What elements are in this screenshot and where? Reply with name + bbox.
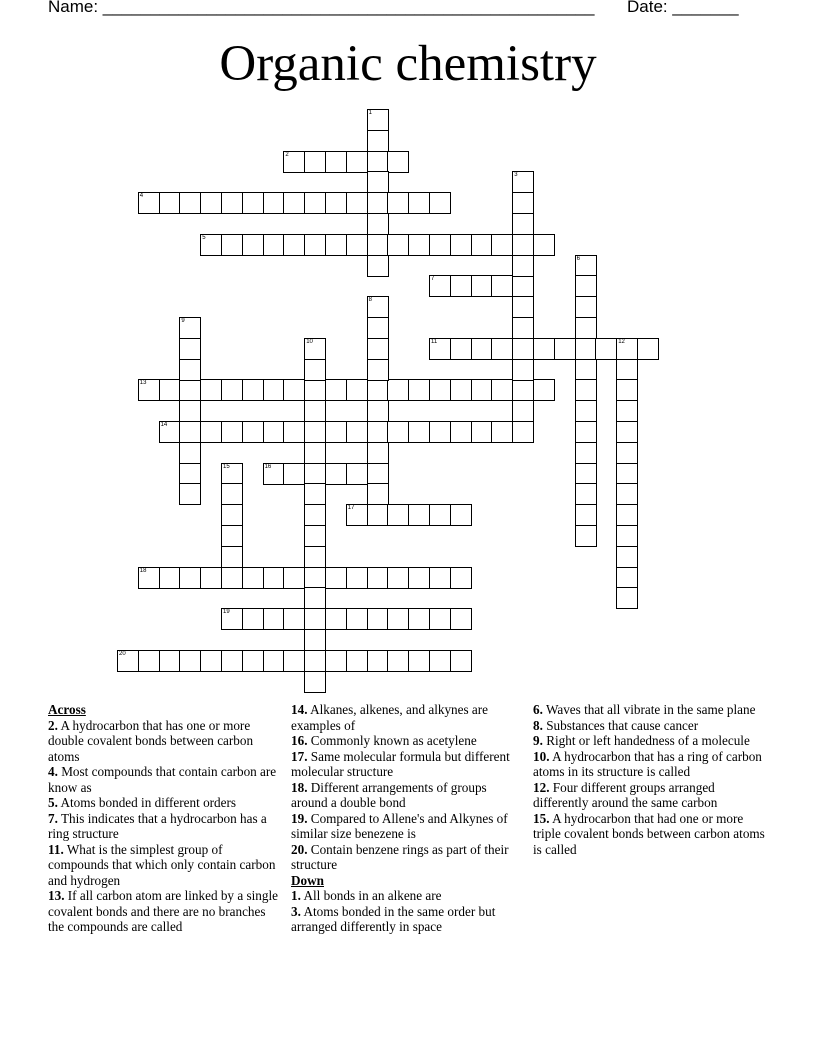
crossword-cell[interactable] [283, 192, 305, 214]
crossword-cell[interactable] [616, 567, 638, 589]
cell-number: 4 [139, 193, 144, 200]
crossword-cell[interactable] [325, 608, 347, 630]
crossword-cell[interactable] [450, 421, 472, 443]
crossword-cell[interactable] [408, 608, 430, 630]
crossword-cell[interactable] [367, 400, 389, 422]
clue-across-11: 11. What is the simplest group of compounds that which only contain carbon and hydrogen [48, 841, 276, 888]
crossword-cell[interactable] [616, 338, 638, 360]
clue-across-19: 19. Compared to Allene's and Alkynes of similar size benezene is [291, 810, 508, 841]
crossword-cell[interactable] [263, 650, 285, 672]
crossword-cell[interactable] [159, 650, 181, 672]
cell-number: 15 [223, 463, 230, 470]
crossword-cell[interactable] [575, 483, 597, 505]
crossword-cell[interactable] [616, 525, 638, 547]
clue-across-2: 2. A hydrocarbon that has one or more double covalent bonds between carbon atoms [48, 717, 254, 764]
crossword-cell[interactable] [387, 650, 409, 672]
crossword-cell[interactable] [367, 296, 389, 318]
crossword-cell[interactable] [616, 400, 638, 422]
crossword-cell[interactable] [283, 421, 305, 443]
crossword-cell[interactable] [263, 463, 285, 485]
crossword-cell[interactable] [429, 421, 451, 443]
clue-across-16: 16. Commonly known as acetylene [291, 733, 477, 748]
crossword-cell[interactable] [346, 151, 368, 173]
crossword-cell[interactable] [367, 483, 389, 505]
clue-across-17: 17. Same molecular formula but different molecular structure [291, 748, 510, 779]
crossword-cell[interactable] [408, 504, 430, 526]
crossword-cell[interactable] [221, 379, 243, 401]
crossword-cell[interactable] [283, 608, 305, 630]
crossword-cell[interactable] [408, 650, 430, 672]
crossword-cell[interactable] [616, 504, 638, 526]
crossword-cell[interactable] [429, 567, 451, 589]
crossword-cell[interactable] [263, 234, 285, 256]
cell-number: 19 [223, 609, 230, 616]
cell-number: 9 [181, 318, 185, 324]
crossword-cell[interactable] [491, 421, 513, 443]
crossword-cell[interactable] [263, 608, 285, 630]
crossword-cell[interactable] [304, 483, 326, 505]
crossword-cell[interactable] [533, 379, 555, 401]
crossword-cell[interactable] [263, 192, 285, 214]
crossword-cell[interactable] [450, 608, 472, 630]
crossword-cell[interactable] [575, 400, 597, 422]
crossword-cell[interactable] [221, 504, 243, 526]
crossword-cell[interactable] [575, 359, 597, 381]
crossword-cell[interactable] [512, 400, 534, 422]
crossword-cell[interactable] [367, 567, 389, 589]
crossword-cell[interactable] [138, 379, 160, 401]
crossword-cell[interactable] [595, 338, 617, 360]
crossword-cell[interactable] [179, 442, 201, 464]
clue-down-1: 1. All bonds in an alkene are [291, 888, 442, 903]
crossword-cell[interactable] [325, 650, 347, 672]
crossword-cell[interactable] [387, 192, 409, 214]
crossword-cell[interactable] [429, 338, 451, 360]
crossword-cell[interactable] [512, 234, 534, 256]
cell-number: 12 [618, 338, 625, 345]
crossword-cell[interactable] [138, 567, 160, 589]
crossword-cell[interactable] [367, 608, 389, 630]
crossword-cell[interactable] [221, 483, 243, 505]
crossword-cell[interactable] [367, 317, 389, 339]
crossword-cell[interactable] [367, 130, 389, 152]
crossword-cell[interactable] [221, 608, 243, 630]
crossword-cell[interactable] [616, 442, 638, 464]
crossword-cell[interactable] [283, 567, 305, 589]
crossword-cell[interactable] [512, 192, 534, 214]
crossword-cell[interactable] [387, 421, 409, 443]
crossword-cell[interactable] [221, 546, 243, 568]
clues-column-2 [291, 702, 523, 935]
clue-across-13: 13. If all carbon atom are linked by a single covalent bonds and there are no branches the compounds are called [48, 888, 278, 934]
cell-number: 16 [264, 463, 272, 470]
crossword-cell[interactable] [367, 359, 389, 381]
crossword-cell[interactable] [554, 338, 576, 360]
cell-number: 11 [431, 338, 438, 345]
crossword-cell[interactable] [283, 650, 305, 672]
crossword-cell[interactable] [367, 192, 389, 214]
crossword-cell[interactable] [179, 192, 201, 214]
crossword-cell[interactable] [304, 587, 326, 609]
crossword-cell[interactable] [179, 463, 201, 485]
crossword-cell[interactable] [346, 650, 368, 672]
crossword-cell[interactable] [346, 463, 368, 485]
clue-down-6: 6. Waves that all vibrate in the same plane [533, 702, 756, 717]
crossword-cell[interactable] [200, 567, 222, 589]
crossword-cell[interactable] [242, 608, 264, 630]
crossword-cell[interactable] [200, 650, 222, 672]
cell-number: 20 [119, 650, 126, 657]
crossword-cell[interactable] [221, 234, 243, 256]
crossword-cell[interactable] [512, 171, 534, 193]
crossword-cell[interactable] [450, 338, 472, 360]
crossword-cell[interactable] [242, 379, 264, 401]
crossword-cell[interactable] [450, 275, 472, 297]
crossword-cell[interactable] [304, 463, 326, 485]
cell-number: 3 [514, 172, 518, 179]
crossword-cell[interactable] [159, 421, 181, 443]
crossword-cell[interactable] [283, 234, 305, 256]
crossword-cell[interactable] [221, 567, 243, 589]
cell-number: 2 [285, 151, 289, 158]
crossword-cell[interactable] [346, 421, 368, 443]
clue-down-12: 12. Four different groups arranged differently around the same carbon [533, 779, 718, 810]
crossword-cell[interactable] [512, 255, 534, 277]
crossword-cell[interactable] [616, 483, 638, 505]
crossword-cell[interactable] [200, 234, 222, 256]
crossword-cell[interactable] [346, 379, 368, 401]
clue-across-20: 20. Contain benzene rings as part of their structure [291, 841, 509, 872]
crossword-cell[interactable] [242, 192, 264, 214]
crossword-cell[interactable] [367, 151, 389, 173]
crossword-cell[interactable] [387, 234, 409, 256]
crossword-cell[interactable] [304, 650, 326, 672]
clue-down-10: 10. A hydrocarbon that has a ring of carbon atoms in its structure is called [533, 748, 762, 779]
crossword-cell[interactable] [367, 650, 389, 672]
crossword-cell[interactable] [408, 567, 430, 589]
crossword-cell[interactable] [367, 338, 389, 360]
crossword-cell[interactable] [283, 379, 305, 401]
cell-number: 7 [431, 276, 435, 283]
crossword-cell[interactable] [367, 213, 389, 235]
crossword-cell[interactable] [367, 421, 389, 443]
crossword-cell[interactable] [450, 650, 472, 672]
crossword-cell[interactable] [471, 234, 493, 256]
crossword-cell[interactable] [616, 359, 638, 381]
crossword-cell[interactable] [221, 463, 243, 485]
clue-down-9: 9. Right or left handedness of a molecule [533, 733, 750, 748]
crossword-cell[interactable] [304, 629, 326, 651]
crossword-cell[interactable] [471, 421, 493, 443]
crossword-cell[interactable] [325, 192, 347, 214]
crossword-cell[interactable] [346, 567, 368, 589]
crossword-cell[interactable] [263, 421, 285, 443]
crossword-cell[interactable] [616, 421, 638, 443]
crossword-cell[interactable] [367, 442, 389, 464]
crossword-cell[interactable] [408, 192, 430, 214]
crossword-cell[interactable] [221, 650, 243, 672]
crossword-cell[interactable] [304, 338, 326, 360]
crossword-cell[interactable] [367, 504, 389, 526]
crossword-cell[interactable] [304, 567, 326, 589]
crossword-cell[interactable] [575, 296, 597, 318]
crossword-cell[interactable] [387, 379, 409, 401]
crossword-cell[interactable] [242, 421, 264, 443]
across-heading: Across [48, 702, 86, 717]
crossword-cell[interactable] [242, 650, 264, 672]
crossword-cell[interactable] [491, 379, 513, 401]
crossword-cell[interactable] [575, 379, 597, 401]
crossword-cell[interactable] [429, 234, 451, 256]
crossword-cell[interactable] [304, 504, 326, 526]
clue-across-5: 5. Atoms bonded in different orders [48, 795, 237, 810]
crossword-cell[interactable] [179, 650, 201, 672]
crossword-cell[interactable] [304, 400, 326, 422]
crossword-cell[interactable] [346, 504, 368, 526]
crossword-cell[interactable] [304, 379, 326, 401]
clue-down-3: 3. Atoms bonded in the same order but arranged differently in space [291, 903, 496, 934]
crossword-cell[interactable] [616, 546, 638, 568]
crossword-cell[interactable] [263, 567, 285, 589]
crossword-cell[interactable] [575, 275, 597, 297]
crossword-cell[interactable] [325, 151, 347, 173]
crossword-cell[interactable] [575, 317, 597, 339]
crossword-cell[interactable] [450, 379, 472, 401]
crossword-cell[interactable] [387, 504, 409, 526]
crossword-cell[interactable] [408, 379, 430, 401]
crossword-cell[interactable] [221, 525, 243, 547]
crossword-cell[interactable] [325, 234, 347, 256]
crossword-cell[interactable] [325, 379, 347, 401]
crossword-cell[interactable] [200, 421, 222, 443]
crossword-cell[interactable] [304, 234, 326, 256]
crossword-cell[interactable] [200, 379, 222, 401]
crossword-cell[interactable] [346, 608, 368, 630]
crossword-cell[interactable] [367, 234, 389, 256]
crossword-cell[interactable] [179, 483, 201, 505]
crossword-cell[interactable] [200, 192, 222, 214]
cell-number: 14 [160, 422, 168, 428]
crossword-cell[interactable] [637, 338, 659, 360]
crossword-cell[interactable] [179, 400, 201, 422]
crossword-cell[interactable] [575, 421, 597, 443]
crossword-cell[interactable] [159, 192, 181, 214]
crossword-cell[interactable] [575, 255, 597, 277]
crossword-cell[interactable] [367, 109, 389, 131]
cell-number: 10 [306, 338, 313, 345]
crossword-cell[interactable] [117, 650, 139, 672]
crossword-cell[interactable] [450, 504, 472, 526]
crossword-cell[interactable] [616, 463, 638, 485]
clue-down-8: 8. Substances that cause cancer [533, 717, 699, 733]
crossword-cell[interactable] [304, 525, 326, 547]
crossword-cell[interactable] [325, 463, 347, 485]
crossword-cell[interactable] [304, 671, 326, 693]
cell-number: 13 [139, 380, 147, 387]
crossword-cell[interactable] [367, 171, 389, 193]
crossword-cell[interactable] [346, 234, 368, 256]
down-heading: Down [291, 872, 324, 888]
crossword-cell[interactable] [304, 151, 326, 173]
cell-number: 8 [368, 297, 372, 304]
crossword-cell[interactable] [179, 379, 201, 401]
crossword-cell[interactable] [159, 567, 181, 589]
crossword-cell[interactable] [429, 379, 451, 401]
crossword-cell[interactable] [575, 504, 597, 526]
crossword-cell[interactable] [471, 379, 493, 401]
crossword-cell[interactable] [325, 567, 347, 589]
crossword-cell[interactable] [367, 463, 389, 485]
page-title: Organic chemistry [219, 36, 597, 92]
crossword-cell[interactable] [367, 379, 389, 401]
crossword-cell[interactable] [283, 463, 305, 485]
crossword-cell[interactable] [512, 296, 534, 318]
crossword-cell[interactable] [387, 567, 409, 589]
crossword-cell[interactable] [491, 338, 513, 360]
crossword-cell[interactable] [242, 567, 264, 589]
crossword-cell[interactable] [575, 442, 597, 464]
crossword-cell[interactable] [179, 317, 201, 339]
crossword-cell[interactable] [512, 359, 534, 381]
crossword-cell[interactable] [304, 192, 326, 214]
crossword-cell[interactable] [304, 359, 326, 381]
crossword-cell[interactable] [575, 525, 597, 547]
crossword-cell[interactable] [304, 608, 326, 630]
crossword-cell[interactable] [450, 567, 472, 589]
crossword-cell[interactable] [429, 192, 451, 214]
clue-across-4: 4. Most compounds that contain carbon are know as [48, 764, 277, 795]
crossword-cell[interactable] [367, 255, 389, 277]
crossword-cell[interactable] [491, 275, 513, 297]
crossword-cell[interactable] [512, 338, 534, 360]
clues-column-3 [533, 702, 765, 857]
crossword-cell[interactable] [179, 338, 201, 360]
crossword-cell[interactable] [159, 379, 181, 401]
cell-number: 18 [139, 567, 147, 574]
clues-column-1 [48, 702, 280, 935]
crossword-cell[interactable] [387, 608, 409, 630]
crossword-cell[interactable] [304, 442, 326, 464]
cell-number: 5 [202, 234, 206, 241]
crossword-cell[interactable] [325, 421, 347, 443]
crossword-cell[interactable] [179, 359, 201, 381]
crossword-cell[interactable] [575, 338, 597, 360]
crossword-cell[interactable] [512, 213, 534, 235]
crossword-cell[interactable] [533, 234, 555, 256]
crossword-cell[interactable] [179, 567, 201, 589]
crossword-cell[interactable] [221, 421, 243, 443]
crossword-cell[interactable] [138, 650, 160, 672]
crossword-cell[interactable] [242, 234, 264, 256]
crossword-cell[interactable] [429, 504, 451, 526]
crossword-cell[interactable] [471, 275, 493, 297]
crossword-cell[interactable] [616, 587, 638, 609]
clue-across-14: 14. Alkanes, alkenes, and alkynes are examples of [291, 702, 489, 733]
crossword-cell[interactable] [408, 234, 430, 256]
crossword-cell[interactable] [408, 421, 430, 443]
name-field-line[interactable]: Name: ____________________________________________________ [48, 0, 595, 16]
clue-across-7: 7. This indicates that a hydrocarbon has a ring structure [48, 810, 267, 841]
crossword-cell[interactable] [179, 421, 201, 443]
crossword-cell[interactable] [263, 379, 285, 401]
crossword-cell[interactable] [491, 234, 513, 256]
crossword-cell[interactable] [471, 338, 493, 360]
crossword-cell[interactable] [512, 317, 534, 339]
clue-down-15: 15. A hydrocarbon that had one or more triple covalent bonds between carbon atoms is called [533, 810, 765, 857]
cell-number: 1 [368, 110, 372, 116]
crossword-cell[interactable] [429, 608, 451, 630]
crossword-cell[interactable] [138, 192, 160, 214]
crossword-cell[interactable] [387, 151, 409, 173]
cell-number: 6 [576, 255, 580, 262]
crossword-cell[interactable] [512, 275, 534, 297]
crossword-cell[interactable] [533, 338, 555, 360]
crossword-cell[interactable] [283, 151, 305, 173]
crossword-cell[interactable] [450, 234, 472, 256]
crossword-cell[interactable] [512, 421, 534, 443]
crossword-cell[interactable] [429, 275, 451, 297]
crossword-cell[interactable] [429, 650, 451, 672]
crossword-cell[interactable] [221, 192, 243, 214]
crossword-cell[interactable] [512, 379, 534, 401]
crossword-cell[interactable] [304, 421, 326, 443]
crossword-cell[interactable] [616, 379, 638, 401]
crossword-cell[interactable] [346, 192, 368, 214]
crossword-cell[interactable] [575, 463, 597, 485]
crossword-cell[interactable] [304, 546, 326, 568]
cell-number: 17 [347, 505, 355, 512]
date-field-line[interactable]: Date: _______ [627, 0, 739, 16]
clue-across-18: 18. Different arrangements of groups around a double bond [291, 779, 487, 810]
